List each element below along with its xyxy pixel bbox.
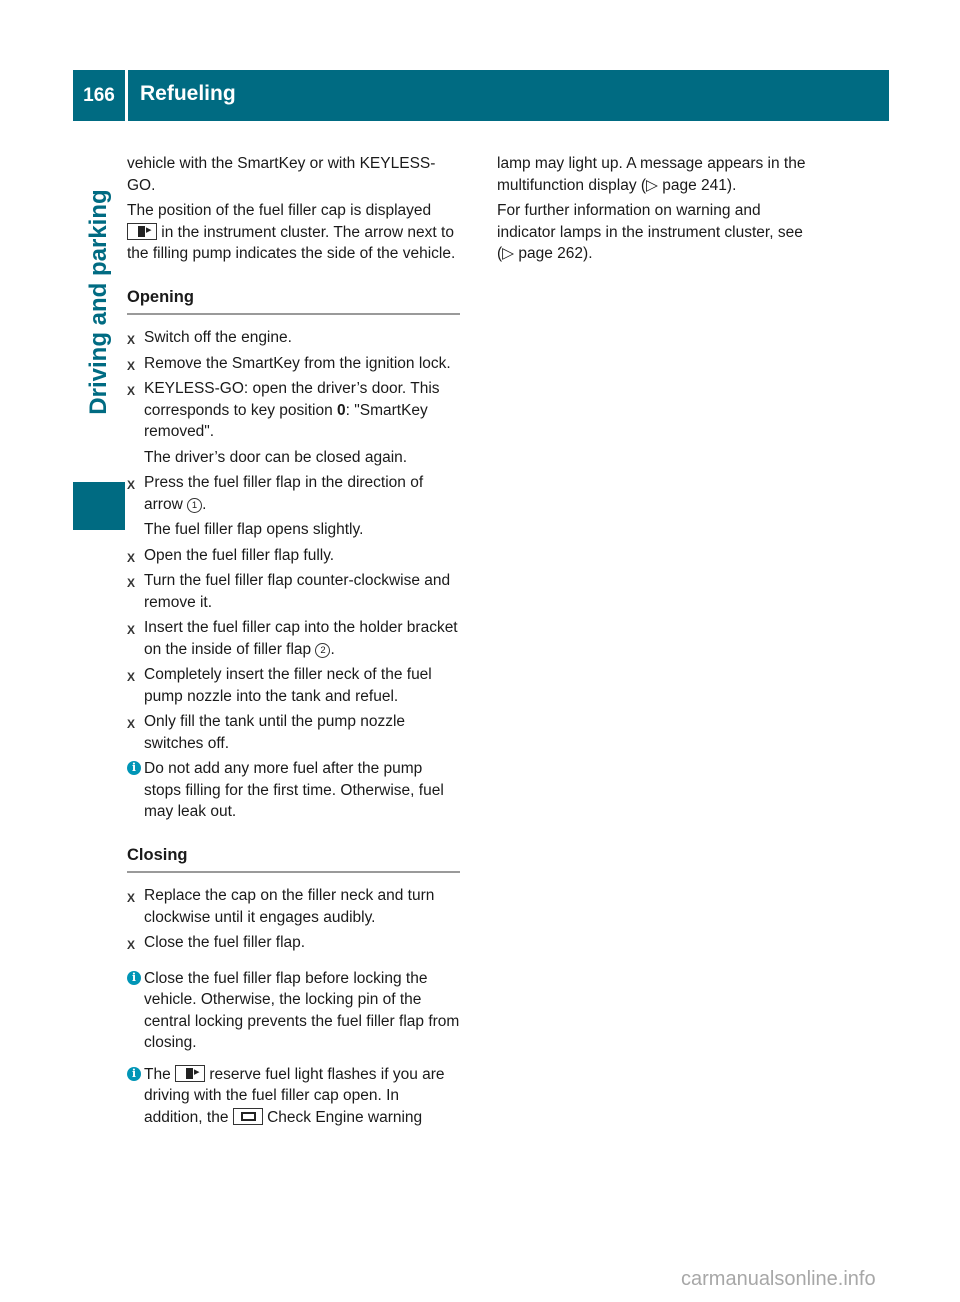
step-result: The driver’s door can be closed again. — [144, 448, 408, 466]
callout-2-icon: 2 — [315, 643, 330, 658]
page-header — [128, 70, 889, 121]
chapter-label: Driving and parking — [85, 189, 112, 415]
list-item: X Replace the cap on the filler neck and turn clockwise until it engages audibly. — [127, 887, 435, 926]
step-arrow-icon: X — [127, 938, 136, 952]
list-item: X Insert the fuel filler cap into the holder bracket on the inside of filler flap 2 . — [127, 619, 458, 658]
step-arrow-icon: X — [127, 358, 136, 373]
list-item: X Press the fuel filler flap in the direction of arrow 1 . — [127, 474, 424, 513]
intro-paragraph: vehicle with the SmartKey or with KEYLESS-GO. — [127, 155, 436, 194]
step-arrow-icon: X — [127, 717, 136, 731]
fuel-pump-icon — [175, 1065, 205, 1082]
list-item: X Close the fuel filler flap. — [127, 932, 460, 954]
list-item: X Open the fuel filler flap fully. — [127, 545, 460, 567]
list-item: X Turn the fuel filler flap counter-clockwise and remove it. — [127, 572, 451, 611]
info-icon: i — [127, 971, 141, 985]
right-column — [497, 153, 817, 269]
list-item: X Remove the SmartKey from the ignition lock. — [127, 353, 460, 375]
reference-paragraph: For further information on warning and indicator lamps in the instrument cluster, see (▷ page 262). — [497, 202, 803, 262]
fuel-cap-paragraph: The position of the fuel filler cap is displayed ▸ in the instrument cluster. The arrow next to the filling pump indicates the side of the vehicle. — [127, 200, 460, 265]
left-column — [127, 153, 460, 1136]
fuel-pump-icon — [127, 223, 157, 240]
info-note: i Do not add any more fuel after the pump stops filling for the first time. Otherwise, fuel may leak out. — [127, 758, 460, 823]
section-title: Refueling — [140, 82, 236, 105]
watermark: carmanualsonline.info — [681, 1268, 876, 1290]
check-engine-icon — [233, 1108, 263, 1125]
info-note: i The ▸ reserve fuel light flashes if you are driving with the fuel filler cap open. In addition, the Check Engine warning — [127, 1064, 460, 1129]
info-icon: i — [127, 761, 141, 775]
step-arrow-icon: X — [127, 478, 136, 492]
side-tab — [73, 124, 125, 479]
closing-heading: Closing — [127, 845, 460, 874]
step-arrow-icon: X — [127, 670, 136, 684]
list-item: X Completely insert the filler neck of the fuel pump nozzle into the tank and refuel. — [127, 666, 432, 705]
step-arrow-icon: X — [127, 384, 136, 398]
step-arrow-icon: X — [127, 891, 136, 905]
opening-steps — [127, 327, 460, 443]
callout-1-icon: 1 — [187, 498, 202, 513]
step-arrow-icon: X — [127, 576, 136, 590]
info-icon: i — [127, 1067, 141, 1081]
step-arrow-icon: X — [127, 550, 136, 565]
step-arrow-icon: X — [127, 333, 136, 347]
list-item: X Switch off the engine. — [127, 327, 460, 349]
step-result: The fuel filler flap opens slightly. — [144, 521, 364, 538]
step-arrow-icon: X — [127, 623, 136, 637]
list-item: X KEYLESS-GO: open the driver’s door. This corresponds to key position 0: "SmartKey removed". — [127, 380, 440, 440]
side-tab-marker — [73, 482, 125, 530]
info-note: i Close the fuel filler flap before locking the vehicle. Otherwise, the locking pin of the central locking prevents the fuel filler flap from closing. — [127, 968, 460, 1054]
opening-heading: Opening — [127, 287, 460, 316]
continuation-paragraph: lamp may light up. A message appears in the multifunction display (▷ page 241). — [497, 155, 806, 194]
list-item: X Only fill the tank until the pump nozzle switches off. — [127, 713, 406, 752]
page-number: 166 — [73, 70, 125, 121]
closing-steps — [127, 885, 460, 954]
